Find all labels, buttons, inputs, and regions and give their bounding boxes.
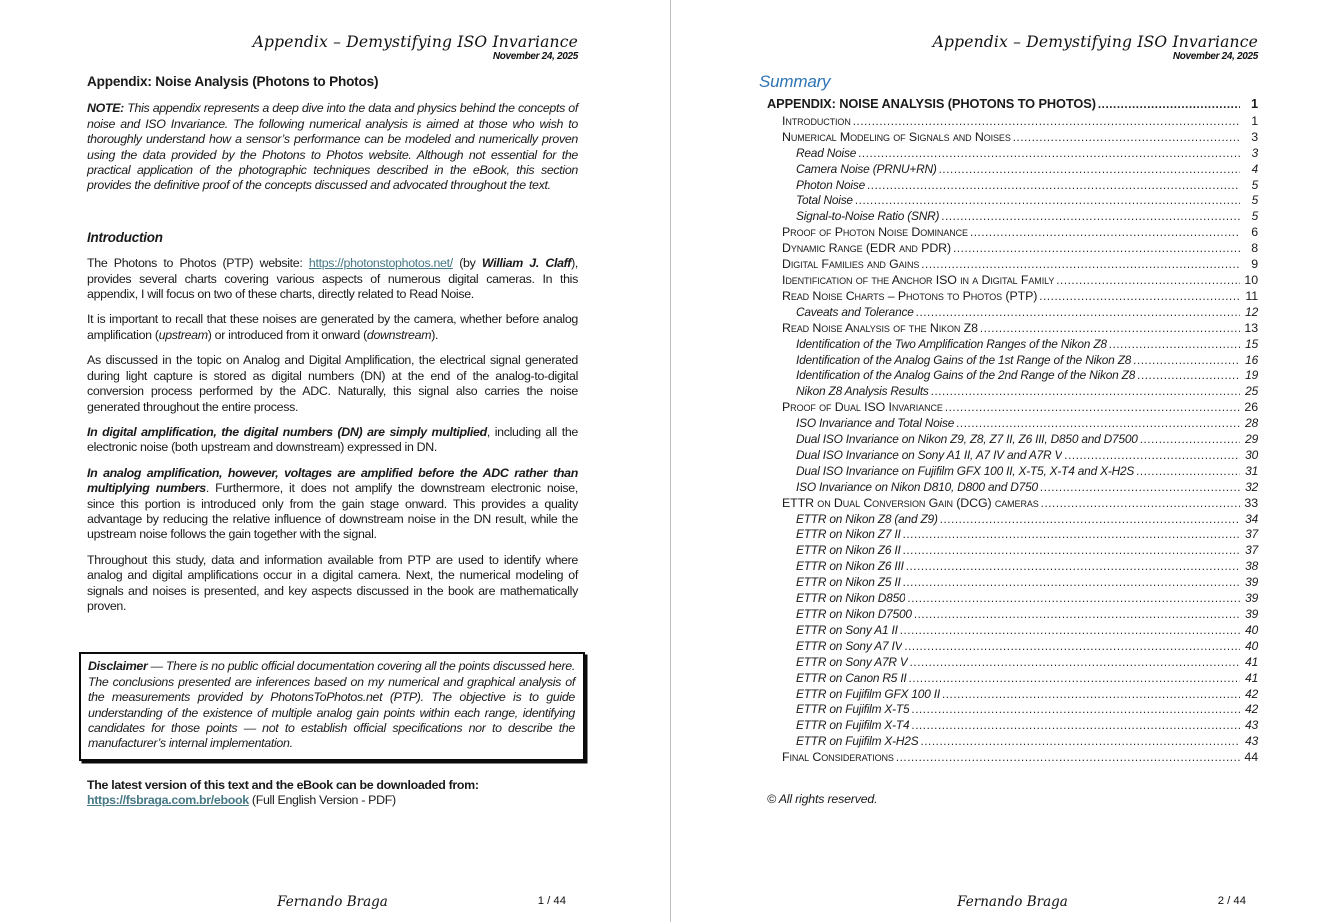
toc-entry-label: ETTR on Sony A1 II bbox=[796, 622, 898, 637]
toc-entry[interactable] bbox=[767, 448, 1258, 464]
toc-entry[interactable] bbox=[767, 162, 1258, 178]
toc-entry-page: 40 bbox=[1245, 622, 1258, 637]
note-lead: NOTE: bbox=[87, 101, 124, 116]
toc-leader-dots bbox=[931, 384, 1240, 400]
paragraph-noises-recall bbox=[87, 312, 578, 343]
section-title: Appendix: Noise Analysis (Photons to Photos) bbox=[87, 74, 379, 89]
toc-entry-page: 28 bbox=[1245, 416, 1258, 431]
download-lead: The latest version of this text and the eBook can be downloaded from: bbox=[87, 777, 479, 792]
toc-entry-page: 10 bbox=[1244, 272, 1258, 287]
toc-leader-dots bbox=[1064, 448, 1240, 464]
toc-entry-page: 1 bbox=[1250, 96, 1258, 112]
toc-leader-dots bbox=[903, 543, 1240, 559]
toc-leader-dots bbox=[941, 209, 1240, 225]
toc-entry[interactable] bbox=[767, 353, 1258, 369]
toc-entry-page: 19 bbox=[1245, 368, 1258, 383]
toc-entry-label: Caveats and Tolerance bbox=[796, 304, 914, 319]
page-2-footer bbox=[767, 894, 1258, 910]
toc-leader-dots bbox=[906, 559, 1240, 575]
toc-entry[interactable] bbox=[767, 273, 1258, 289]
toc-leader-dots bbox=[1136, 464, 1240, 480]
toc-entry-label: ETTR on Nikon D850 bbox=[796, 591, 906, 606]
toc-entry-page: 40 bbox=[1245, 638, 1258, 653]
toc-entry[interactable] bbox=[767, 702, 1258, 718]
toc-leader-dots bbox=[945, 400, 1240, 416]
toc-entry-label: Read Noise bbox=[796, 145, 857, 160]
toc-entry[interactable] bbox=[767, 114, 1258, 130]
toc-entry-label: Proof of Dual ISO Invariance bbox=[782, 400, 943, 415]
toc-entry-page: 25 bbox=[1245, 384, 1258, 399]
toc-leader-dots bbox=[903, 527, 1240, 543]
toc-entry-page: 34 bbox=[1245, 511, 1258, 526]
downstream-term: downstream bbox=[366, 327, 432, 342]
toc-entry-page: 41 bbox=[1245, 654, 1258, 669]
toc-entry[interactable] bbox=[767, 146, 1258, 162]
toc-entry-label: Proof of Photon Noise Dominance bbox=[782, 225, 968, 240]
toc-entry-page: 29 bbox=[1245, 432, 1258, 447]
toc-leader-dots bbox=[909, 671, 1240, 687]
toc-leader-dots bbox=[1039, 289, 1240, 305]
toc-entry-label: APPENDIX: NOISE ANALYSIS (PHOTONS TO PHOTOS) bbox=[767, 96, 1096, 112]
download-suffix: (Full English Version - PDF) bbox=[248, 793, 396, 808]
page-1-footer bbox=[87, 894, 578, 910]
disclaimer-lead: Disclaimer bbox=[88, 659, 148, 674]
paragraph-text: . Furthermore, it does not amplify the downstream electronic noise, since this portion is introduced only from the gain stage onward. This provides a quality advantage by reducing the relative influence of downstream noise in the DN result, while the upstream noise follows the gain together with the signal. bbox=[87, 481, 579, 542]
toc-leader-dots bbox=[911, 702, 1240, 718]
toc-entry-label: ETTR on Fujifilm GFX 100 II bbox=[796, 686, 940, 701]
toc-entry-label: ETTR on Nikon Z6 II bbox=[796, 543, 901, 558]
photonstophotos-link[interactable]: https://photonstophotos.net/ bbox=[308, 256, 453, 271]
toc-entry-label: Identification of the Analog Gains of the 1st Range of the Nikon Z8 bbox=[796, 352, 1132, 367]
toc-entry-page: 13 bbox=[1244, 320, 1258, 335]
toc-entry-page: 1 bbox=[1251, 113, 1258, 128]
introduction-heading: Introduction bbox=[87, 229, 163, 245]
toc-leader-dots bbox=[920, 734, 1240, 750]
note-paragraph bbox=[87, 101, 578, 193]
toc-entry-label: ETTR on Nikon D7500 bbox=[796, 607, 912, 621]
footer-page-number: 2 / 44 bbox=[1217, 895, 1246, 907]
toc-entry-label: ETTR on Canon R5 II bbox=[796, 670, 907, 685]
toc-entry-label: Dynamic Range (EDR and PDR) bbox=[782, 241, 952, 256]
toc-entry-label: ISO Invariance on Nikon D810, D800 and D750 bbox=[796, 479, 1038, 494]
toc-leader-dots bbox=[1040, 480, 1240, 496]
toc-leader-dots bbox=[911, 718, 1240, 734]
toc-entry[interactable] bbox=[767, 527, 1258, 543]
toc-entry-label: Camera Noise (PRNU+RN) bbox=[796, 161, 937, 176]
toc-leader-dots bbox=[939, 162, 1240, 178]
footer-page-number: 1 / 44 bbox=[537, 895, 566, 907]
toc-entry[interactable] bbox=[767, 496, 1258, 512]
toc-entry[interactable] bbox=[767, 575, 1258, 591]
toc-leader-dots bbox=[914, 607, 1240, 623]
toc-entry[interactable] bbox=[767, 543, 1258, 559]
toc-entry-page: 11 bbox=[1245, 288, 1258, 303]
toc-entry-label: Dual ISO Invariance on Fujifilm GFX 100 II, X-T5, X-T4 and X-H2S bbox=[796, 463, 1135, 478]
toc-leader-dots bbox=[867, 178, 1240, 194]
toc-entry[interactable] bbox=[767, 257, 1258, 273]
toc-leader-dots bbox=[942, 687, 1240, 703]
toc-leader-dots bbox=[904, 639, 1240, 655]
toc-entry-page: 42 bbox=[1245, 702, 1258, 717]
toc-entry-label: ETTR on Nikon Z6 III bbox=[796, 559, 904, 574]
toc-entry[interactable] bbox=[767, 130, 1258, 146]
footer-author: Fernando Braga bbox=[957, 894, 1068, 910]
toc-entry[interactable] bbox=[767, 289, 1258, 305]
summary-heading: Summary bbox=[759, 72, 831, 91]
disclaimer-text: — There is no public official documentation covering all the points discussed here. The conclusions presented are inferences based on my numerical and graphical analysis of the measurements provided by PhotonsToPhotos.net (PTP). The objective is to guide understanding of the existence of multiple analog gain points within each range, identifying candidates for those points — not to establish official specifications nor to describe the manufacturer’s internal implementation. bbox=[88, 659, 575, 751]
toc-entry-label: ETTR on Fujifilm X-H2S bbox=[796, 734, 919, 749]
toc-entry-label: Total Noise bbox=[796, 193, 853, 208]
header-title: Appendix – Demystifying ISO Invariance bbox=[252, 33, 578, 51]
toc-entry[interactable] bbox=[767, 655, 1258, 671]
toc-leader-dots bbox=[1056, 273, 1240, 289]
toc-entry[interactable] bbox=[767, 209, 1258, 225]
toc-entry-page: 4 bbox=[1251, 161, 1258, 176]
toc-entry[interactable] bbox=[767, 750, 1258, 766]
toc-leader-dots bbox=[1137, 368, 1240, 384]
paragraph-analog-amplification bbox=[87, 466, 578, 543]
toc-entry[interactable] bbox=[767, 512, 1258, 528]
toc-entry-page: 42 bbox=[1245, 686, 1258, 701]
paragraph-text: , including all the electronic noise (both upstream and downstream) expressed in DN. bbox=[87, 424, 578, 455]
toc-entry-page: 38 bbox=[1245, 559, 1258, 574]
toc-entry[interactable] bbox=[767, 734, 1258, 750]
toc-entry-page: 9 bbox=[1251, 257, 1258, 272]
toc-entry-label: Signal-to-Noise Ratio (SNR) bbox=[796, 209, 940, 224]
paragraph-text: (by bbox=[452, 256, 482, 271]
toc-entry[interactable] bbox=[767, 384, 1258, 400]
toc-leader-dots bbox=[916, 305, 1240, 321]
toc-entry-page: 33 bbox=[1244, 495, 1258, 510]
paragraph-adc: As discussed in the topic on Analog and Digital Amplification, the electrical signal generated during light capture is stored as digital numbers (DN) at the end of the analog-to-digital conversion process performed by the ADC. Naturally, this signal also carries the noise generated throughout the entire process. bbox=[87, 353, 578, 414]
toc-entry[interactable] bbox=[767, 591, 1258, 607]
toc-entry[interactable] bbox=[767, 321, 1258, 337]
author-name: William J. Claff bbox=[481, 256, 572, 271]
toc-entry-page: 44 bbox=[1244, 750, 1258, 765]
toc-entry[interactable] bbox=[767, 432, 1258, 448]
paragraph-text: ) or introduced from it onward ( bbox=[207, 327, 367, 342]
toc-entry[interactable] bbox=[767, 337, 1258, 353]
header-date: November 24, 2025 bbox=[1172, 51, 1258, 62]
toc-entry-label: ETTR on Fujifilm X-T4 bbox=[796, 718, 910, 733]
toc-entry-label: ETTR on Fujifilm X-T5 bbox=[796, 702, 910, 717]
toc-entry-label: Introduction bbox=[782, 113, 851, 128]
toc-leader-dots bbox=[1041, 496, 1240, 512]
toc-entry-page: 12 bbox=[1245, 304, 1258, 319]
toc-entry-page: 5 bbox=[1251, 177, 1258, 192]
toc-entry[interactable] bbox=[767, 241, 1258, 257]
paragraph-text: It is important to recall that these noises are generated by the camera, whether before analog amplification ( bbox=[87, 312, 578, 342]
toc-leader-dots bbox=[970, 225, 1240, 241]
toc-entry-label: Identification of the Analog Gains of the 2nd Range of the Nikon Z8 bbox=[796, 368, 1136, 383]
paragraph-digital-amplification bbox=[87, 425, 578, 456]
toc-entry[interactable] bbox=[767, 480, 1258, 496]
toc-entry-label: ETTR on Sony A7R V bbox=[796, 654, 908, 669]
toc-entry-label: ETTR on Nikon Z5 II bbox=[796, 575, 901, 590]
paragraph-text: ). bbox=[431, 327, 439, 342]
toc-entry[interactable] bbox=[767, 416, 1258, 432]
toc-entry-page: 5 bbox=[1251, 193, 1258, 208]
toc-leader-dots bbox=[1013, 130, 1240, 146]
toc-entry-page: 26 bbox=[1244, 400, 1258, 415]
toc-leader-dots bbox=[896, 750, 1240, 766]
toc-leader-dots bbox=[940, 512, 1240, 528]
toc-entry-page: 16 bbox=[1245, 352, 1258, 367]
toc-leader-dots bbox=[1098, 96, 1240, 114]
toc-leader-dots bbox=[1109, 337, 1240, 353]
copyright-notice: © All rights reserved. bbox=[767, 792, 878, 807]
toc-entry[interactable] bbox=[767, 178, 1258, 194]
toc-entry[interactable] bbox=[767, 623, 1258, 639]
toc-entry-page: 32 bbox=[1245, 479, 1258, 494]
toc-entry-page: 37 bbox=[1245, 543, 1258, 558]
toc-entry[interactable] bbox=[767, 687, 1258, 703]
toc-entry-page: 8 bbox=[1251, 241, 1258, 256]
toc-leader-dots bbox=[1133, 353, 1240, 369]
toc-leader-dots bbox=[953, 241, 1240, 257]
toc-entry[interactable] bbox=[767, 464, 1258, 480]
toc-leader-dots bbox=[855, 193, 1240, 209]
note-text: This appendix represents a deep dive into the data and physics behind the concepts of noise and ISO Invariance. The following numerical analysis is aimed at those who wish to thoroughly understand how a sensor’s performance can be modeled and numerically proven using the data provided by the Photons to Photos website. Although not essential for the practical application of the photographic techniques described in the eBook, this section provides the definitive proof of the concepts discussed and advocated throughout the text. bbox=[87, 101, 578, 193]
toc-entry-label: ETTR on Sony A7 IV bbox=[796, 638, 903, 653]
toc-entry[interactable] bbox=[767, 193, 1258, 209]
table-of-contents bbox=[767, 96, 1258, 766]
toc-leader-dots bbox=[910, 655, 1240, 671]
toc-entry-label: Dual ISO Invariance on Nikon Z9, Z8, Z7 II, Z6 III, D850 and D7500 bbox=[796, 432, 1138, 447]
toc-entry-page: 43 bbox=[1245, 718, 1258, 733]
toc-entry-label: Numerical Modeling of Signals and Noises bbox=[782, 129, 1011, 144]
toc-entry-page: 15 bbox=[1245, 336, 1258, 351]
toc-entry-page: 5 bbox=[1251, 209, 1258, 224]
page-2 bbox=[671, 0, 1341, 922]
toc-leader-dots bbox=[907, 591, 1240, 607]
toc-entry-label: ETTR on Dual Conversion Gain (DCG) cameras bbox=[782, 495, 1039, 510]
toc-entry-label: Final Considerations bbox=[782, 750, 894, 765]
toc-entry-page: 3 bbox=[1251, 129, 1258, 144]
toc-entry[interactable] bbox=[767, 607, 1258, 623]
toc-entry-label: Dual ISO Invariance on Sony A1 II, A7 IV and A7R V bbox=[796, 447, 1063, 462]
toc-entry[interactable] bbox=[767, 225, 1258, 241]
page-header bbox=[767, 33, 1258, 63]
toc-leader-dots bbox=[921, 257, 1240, 273]
toc-entry[interactable] bbox=[767, 400, 1258, 416]
header-title: Appendix – Demystifying ISO Invariance bbox=[932, 33, 1258, 51]
toc-entry[interactable] bbox=[767, 96, 1258, 114]
toc-leader-dots bbox=[900, 623, 1240, 639]
toc-entry-page: 3 bbox=[1251, 145, 1258, 160]
toc-entry-label: Read Noise Analysis of the Nikon Z8 bbox=[782, 320, 978, 335]
analog-amp-lead: In analog amplification, however, voltages are amplified before the ADC rather than multiplying numbers bbox=[87, 465, 578, 496]
toc-entry[interactable] bbox=[767, 368, 1258, 384]
toc-entry-page: 6 bbox=[1251, 225, 1258, 240]
toc-leader-dots bbox=[956, 416, 1240, 432]
paragraph-text: The Photons to Photos (PTP) website: bbox=[87, 256, 309, 271]
digital-amp-lead: In digital amplification, the digital numbers (DN) are simply multiplied bbox=[87, 424, 487, 439]
toc-entry-label: Identification of the Anchor ISO in a Digital Family bbox=[782, 272, 1055, 287]
toc-entry-label: ISO Invariance and Total Noise bbox=[796, 416, 955, 431]
paragraph-ptp-website bbox=[87, 256, 578, 302]
toc-leader-dots bbox=[858, 146, 1240, 162]
toc-leader-dots bbox=[903, 575, 1240, 591]
toc-leader-dots bbox=[980, 321, 1240, 337]
toc-entry-page: 30 bbox=[1245, 447, 1258, 462]
upstream-term: upstream bbox=[158, 327, 208, 342]
paragraph-text: ), provides several charts covering various aspects of numerous digital cameras. In this appendix, I will focus on two of these charts, directly related to Read Noise. bbox=[87, 256, 578, 302]
toc-entry-label: Nikon Z8 Analysis Results bbox=[796, 384, 929, 399]
toc-leader-dots bbox=[1140, 432, 1240, 448]
download-info bbox=[87, 778, 578, 809]
toc-leader-dots bbox=[853, 114, 1240, 130]
toc-entry-label: ETTR on Nikon Z7 II bbox=[796, 527, 901, 542]
toc-entry-page: 39 bbox=[1245, 575, 1258, 590]
toc-entry[interactable] bbox=[767, 639, 1258, 655]
toc-entry-page: 39 bbox=[1245, 607, 1258, 621]
page-header bbox=[87, 33, 578, 63]
toc-entry-label: Read Noise Charts – Photons to Photos (PTP) bbox=[782, 288, 1038, 303]
toc-entry-label: ETTR on Nikon Z8 (and Z9) bbox=[796, 511, 938, 526]
header-date: November 24, 2025 bbox=[492, 51, 578, 62]
toc-entry-label: Identification of the Two Amplification Ranges of the Nikon Z8 bbox=[796, 336, 1107, 351]
toc-entry-label: Digital Families and Gains bbox=[782, 257, 920, 272]
paragraph-study-overview: Throughout this study, data and information available from PTP are used to identify where analog and digital amplifications occur in a digital camera. Next, the numerical modeling of signals and noises is presented, and key aspects discussed in the book are mathematically proven. bbox=[87, 552, 578, 613]
toc-entry-page: 37 bbox=[1245, 527, 1258, 542]
toc-entry[interactable] bbox=[767, 671, 1258, 687]
toc-entry[interactable] bbox=[767, 718, 1258, 734]
toc-entry-label: Photon Noise bbox=[796, 177, 865, 192]
toc-entry-page: 41 bbox=[1245, 670, 1258, 685]
toc-entry[interactable] bbox=[767, 305, 1258, 321]
toc-entry-page: 31 bbox=[1245, 463, 1258, 478]
toc-entry-page: 43 bbox=[1245, 734, 1258, 749]
disclaimer-box bbox=[79, 652, 585, 760]
ebook-download-link[interactable]: https://fsbraga.com.br/ebook bbox=[87, 793, 249, 808]
toc-entry-page: 39 bbox=[1245, 591, 1258, 606]
footer-author: Fernando Braga bbox=[277, 894, 388, 910]
toc-entry[interactable] bbox=[767, 559, 1258, 575]
page-1 bbox=[0, 0, 670, 922]
